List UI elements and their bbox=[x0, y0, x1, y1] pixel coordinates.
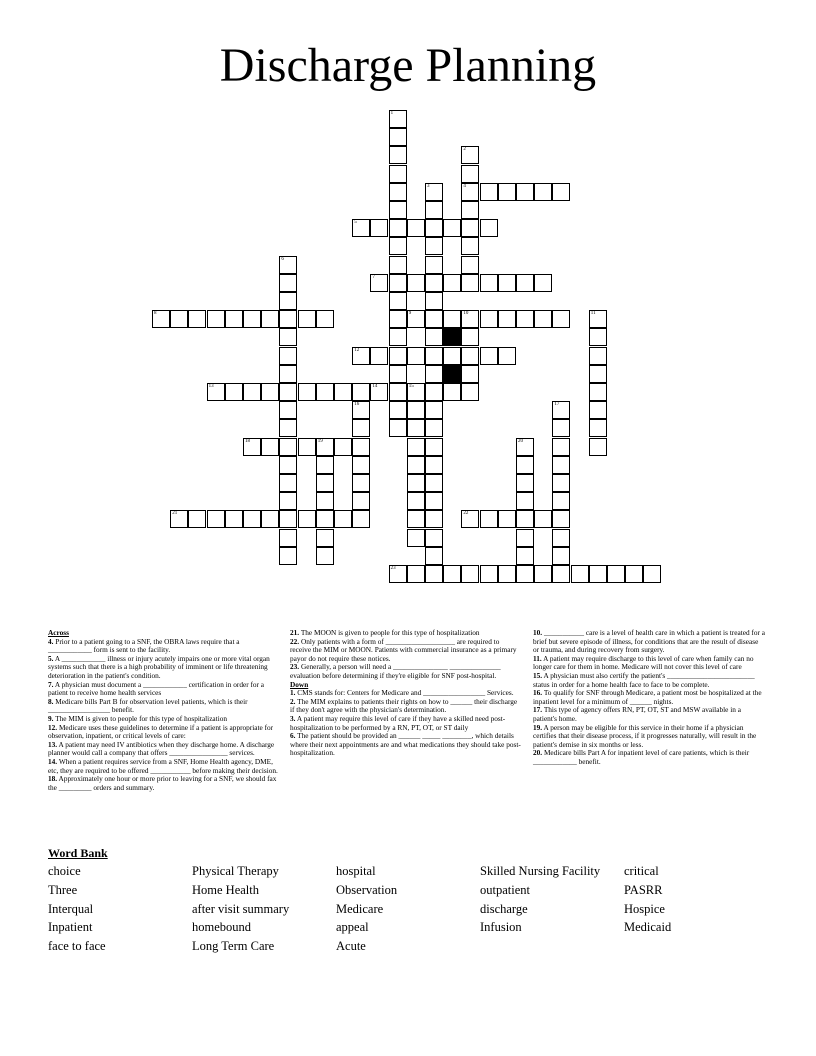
grid-cell[interactable] bbox=[552, 419, 570, 437]
grid-cell[interactable] bbox=[279, 419, 297, 437]
grid-cell[interactable] bbox=[443, 383, 461, 401]
clue: 2. The MIM explains to patients their rights on how to ______ their discharge if they don't agree with the physician's determination. bbox=[290, 696, 518, 715]
word-bank-item: Three bbox=[48, 882, 78, 897]
clue-number: 2 bbox=[463, 147, 466, 153]
clue-number: 15 bbox=[408, 384, 414, 389]
grid-cell[interactable] bbox=[370, 274, 388, 292]
grid-cell[interactable] bbox=[389, 365, 407, 383]
grid-cell[interactable] bbox=[425, 492, 443, 510]
grid-cell[interactable] bbox=[389, 128, 407, 146]
down-heading: Down bbox=[290, 679, 309, 689]
clue-number: 10 bbox=[463, 311, 469, 317]
grid-cell[interactable] bbox=[352, 219, 370, 237]
clue-number: 4 bbox=[463, 183, 466, 189]
grid-cell[interactable] bbox=[534, 183, 552, 201]
grid-cell[interactable] bbox=[643, 565, 661, 583]
grid-cell[interactable] bbox=[207, 510, 225, 528]
grid-cell[interactable] bbox=[552, 510, 570, 528]
grid-cell[interactable] bbox=[389, 310, 407, 328]
grid-cell[interactable] bbox=[279, 365, 297, 383]
grid-cell[interactable] bbox=[480, 347, 498, 365]
grid-cell[interactable] bbox=[170, 310, 188, 328]
grid-cell[interactable] bbox=[480, 274, 498, 292]
grid-cell[interactable] bbox=[516, 310, 534, 328]
grid-cell[interactable] bbox=[516, 438, 534, 456]
grid-cell[interactable] bbox=[407, 510, 425, 528]
grid-cell[interactable] bbox=[370, 347, 388, 365]
grid-cell[interactable] bbox=[298, 310, 316, 328]
grid-cell[interactable] bbox=[279, 456, 297, 474]
grid-cell[interactable] bbox=[552, 438, 570, 456]
grid-cell[interactable] bbox=[279, 529, 297, 547]
grid-cell[interactable] bbox=[389, 401, 407, 419]
clue: 12. Medicare uses these guidelines to determine if a patient is appropriate for observation, inpatient, or critical levels of care: bbox=[48, 722, 274, 741]
grid-cell[interactable] bbox=[425, 237, 443, 255]
grid-cell[interactable] bbox=[279, 438, 297, 456]
grid-cell[interactable] bbox=[425, 456, 443, 474]
grid-cell[interactable] bbox=[243, 310, 261, 328]
grid-cell[interactable] bbox=[389, 219, 407, 237]
grid-cell[interactable] bbox=[443, 347, 461, 365]
grid-cell[interactable] bbox=[425, 547, 443, 565]
clue-number: 18 bbox=[245, 438, 250, 444]
grid-cell[interactable] bbox=[425, 565, 443, 583]
grid-cell[interactable] bbox=[461, 274, 479, 292]
grid-cell[interactable] bbox=[425, 438, 443, 456]
clue-number: 17 bbox=[554, 402, 560, 408]
grid-cell[interactable] bbox=[425, 419, 443, 437]
grid-cell[interactable] bbox=[389, 383, 407, 401]
clue: 7. A physician must document a ____________ certification in order for a patient to receive home health services bbox=[48, 679, 265, 698]
grid-cell[interactable] bbox=[352, 419, 370, 437]
clue: 8. Medicare bills Part B for observation level patients, which is their _________________ benefit. bbox=[48, 696, 248, 715]
clue-number: 9 bbox=[408, 311, 412, 317]
grid-cell[interactable] bbox=[152, 310, 170, 328]
grid-cell[interactable] bbox=[589, 565, 607, 583]
black-cell bbox=[443, 365, 461, 383]
grid-cell[interactable] bbox=[461, 365, 479, 383]
grid-cell[interactable] bbox=[480, 310, 498, 328]
grid-cell[interactable] bbox=[461, 237, 479, 255]
grid-cell[interactable] bbox=[316, 310, 334, 328]
grid-cell[interactable] bbox=[316, 383, 334, 401]
grid-cell[interactable] bbox=[425, 201, 443, 219]
down-clues-b bbox=[533, 629, 765, 767]
grid-cell[interactable] bbox=[571, 565, 589, 583]
grid-cell[interactable] bbox=[534, 274, 552, 292]
down-clues-a bbox=[290, 689, 522, 758]
grid-cell[interactable] bbox=[298, 510, 316, 528]
word-bank-item: PASRR bbox=[624, 882, 663, 897]
grid-cell[interactable] bbox=[589, 365, 607, 383]
clue-number: 7 bbox=[372, 274, 375, 280]
grid-cell[interactable] bbox=[552, 310, 570, 328]
clue: 5. A ____________ illness or injury acutely impairs one or more vital organ systems such that there is a high probability of imminent or life threatening deterioration in the patient's condition. bbox=[48, 653, 270, 680]
clue: 4. Prior to a patient going to a SNF, the OBRA laws require that a ____________ form is sent to the facility. bbox=[48, 636, 240, 655]
grid-cell[interactable] bbox=[480, 510, 498, 528]
word-bank-item: face to face bbox=[48, 939, 106, 954]
grid-cell[interactable] bbox=[243, 383, 261, 401]
grid-cell[interactable] bbox=[589, 419, 607, 437]
clue-number: 5 bbox=[354, 220, 357, 226]
grid-cell[interactable] bbox=[461, 201, 479, 219]
clue-number: 14 bbox=[372, 384, 378, 389]
word-bank-item: outpatient bbox=[480, 882, 530, 897]
grid-cell[interactable] bbox=[480, 183, 498, 201]
grid-cell[interactable] bbox=[334, 383, 352, 401]
word-bank-item: Observation bbox=[336, 882, 398, 897]
word-bank-item: Interqual bbox=[48, 901, 94, 916]
word-bank-item: Skilled Nursing Facility bbox=[480, 864, 601, 878]
grid-cell[interactable] bbox=[279, 492, 297, 510]
grid-cell[interactable] bbox=[407, 565, 425, 583]
grid-cell[interactable] bbox=[279, 310, 297, 328]
grid-cell[interactable] bbox=[243, 510, 261, 528]
grid-cell[interactable] bbox=[498, 565, 516, 583]
grid-cell[interactable] bbox=[207, 310, 225, 328]
grid-cell[interactable] bbox=[425, 183, 443, 201]
grid-cell[interactable] bbox=[279, 474, 297, 492]
grid-cell[interactable] bbox=[498, 510, 516, 528]
grid-cell[interactable] bbox=[279, 401, 297, 419]
grid-cell[interactable] bbox=[279, 510, 297, 528]
grid-cell[interactable] bbox=[407, 347, 425, 365]
grid-cell[interactable] bbox=[352, 401, 370, 419]
clue: 23. Generally, a person will need a _______________ ______________ evaluation before determining if they're eligible for SNF post-hospital. bbox=[290, 662, 501, 680]
grid-cell[interactable] bbox=[461, 219, 479, 237]
grid-cell[interactable] bbox=[389, 256, 407, 274]
clue: 10. ___________ care is a level of health care in which a patient is treated for a brief but severe episode of illness, for conditions that are the result of disease or trauma, and during recovery from surgery. bbox=[533, 628, 765, 655]
grid-cell[interactable] bbox=[461, 328, 479, 346]
grid-cell[interactable] bbox=[207, 383, 225, 401]
grid-cell[interactable] bbox=[407, 419, 425, 437]
clues-column-3 bbox=[533, 629, 765, 767]
grid-cell[interactable] bbox=[389, 110, 407, 128]
grid-cell[interactable] bbox=[552, 401, 570, 419]
grid-cell[interactable] bbox=[389, 183, 407, 201]
grid-cell[interactable] bbox=[589, 383, 607, 401]
grid-cell[interactable] bbox=[279, 328, 297, 346]
grid-cell[interactable] bbox=[334, 510, 352, 528]
grid-cell[interactable] bbox=[389, 419, 407, 437]
grid-cell[interactable] bbox=[461, 510, 479, 528]
grid-cell[interactable] bbox=[589, 310, 607, 328]
grid-cell[interactable] bbox=[370, 383, 388, 401]
grid-cell[interactable] bbox=[316, 547, 334, 565]
clue: 9. The MIM is given to people for this type of hospitalization bbox=[48, 713, 228, 723]
grid-cell[interactable] bbox=[425, 256, 443, 274]
grid-cell[interactable] bbox=[443, 565, 461, 583]
clue-number: 13 bbox=[208, 384, 214, 389]
clue: 1. CMS stands for: Centers for Medicare and _________________ Services. bbox=[290, 688, 514, 698]
grid-cell[interactable] bbox=[461, 310, 479, 328]
grid-cell[interactable] bbox=[552, 456, 570, 474]
grid-cell[interactable] bbox=[625, 565, 643, 583]
clue-number: 22 bbox=[463, 511, 469, 517]
word-bank-item: discharge bbox=[480, 901, 528, 916]
grid-cell[interactable] bbox=[552, 492, 570, 510]
grid-cell[interactable] bbox=[516, 492, 534, 510]
grid-cell[interactable] bbox=[589, 401, 607, 419]
grid-cell[interactable] bbox=[316, 438, 334, 456]
grid-cell[interactable] bbox=[188, 310, 206, 328]
grid-cell[interactable] bbox=[425, 365, 443, 383]
grid-cell[interactable] bbox=[516, 547, 534, 565]
grid-cell[interactable] bbox=[516, 474, 534, 492]
clue: 14. When a patient requires service from a SNF, Home Health agency, DME, etc, they are required to be offered ___________ before making their decision. bbox=[48, 756, 278, 775]
grid-cell[interactable] bbox=[407, 438, 425, 456]
clue-number: 12 bbox=[354, 347, 360, 353]
grid-cell[interactable] bbox=[589, 347, 607, 365]
grid-cell[interactable] bbox=[316, 474, 334, 492]
grid-cell[interactable] bbox=[261, 383, 279, 401]
clue: 18. Approximately one hour or more prior to leaving for a SNF, we should fax the _________ orders and summary. bbox=[48, 774, 277, 792]
grid-cell[interactable] bbox=[407, 219, 425, 237]
grid-cell[interactable] bbox=[425, 274, 443, 292]
word-bank-item: critical bbox=[624, 864, 659, 878]
grid-cell[interactable] bbox=[607, 565, 625, 583]
grid-cell[interactable] bbox=[279, 547, 297, 565]
word-bank-item: Infusion bbox=[480, 920, 522, 935]
clue-number: 3 bbox=[427, 183, 430, 189]
clue-number: 19 bbox=[317, 438, 323, 444]
grid-cell[interactable] bbox=[461, 165, 479, 183]
grid-cell[interactable] bbox=[425, 510, 443, 528]
grid-cell[interactable] bbox=[352, 438, 370, 456]
grid-cell[interactable] bbox=[552, 547, 570, 565]
grid-cell[interactable] bbox=[425, 310, 443, 328]
grid-cell[interactable] bbox=[425, 383, 443, 401]
grid-cell[interactable] bbox=[425, 529, 443, 547]
clue-number: 23 bbox=[390, 566, 396, 571]
grid-cell[interactable] bbox=[316, 529, 334, 547]
word-bank-item: choice bbox=[48, 864, 81, 878]
grid-cell[interactable] bbox=[279, 383, 297, 401]
clues-column-2 bbox=[290, 629, 522, 758]
across-clues-a bbox=[48, 638, 280, 793]
grid-cell[interactable] bbox=[552, 474, 570, 492]
clue-number: 16 bbox=[354, 402, 360, 408]
grid-cell[interactable] bbox=[407, 529, 425, 547]
word-bank-item: Hospice bbox=[624, 901, 665, 916]
grid-cell[interactable] bbox=[334, 438, 352, 456]
black-cell bbox=[443, 328, 461, 346]
grid-cell[interactable] bbox=[261, 310, 279, 328]
word-bank-item: homebound bbox=[192, 920, 252, 935]
grid-cell[interactable] bbox=[589, 438, 607, 456]
word-bank-item: Long Term Care bbox=[192, 939, 275, 954]
word-bank-item: appeal bbox=[336, 920, 369, 935]
grid-cell[interactable] bbox=[461, 383, 479, 401]
clues-column-1 bbox=[48, 629, 280, 792]
grid-cell[interactable] bbox=[498, 310, 516, 328]
grid-cell[interactable] bbox=[279, 292, 297, 310]
clue: 19. A person may be eligible for this service in their home if a physician certifies that their disease process, if it progresses naturally, will result in the patient's demise in six months or less. bbox=[533, 722, 757, 749]
grid-cell[interactable] bbox=[552, 529, 570, 547]
grid-cell[interactable] bbox=[261, 438, 279, 456]
grid-cell[interactable] bbox=[298, 438, 316, 456]
page-title: Discharge Planning bbox=[219, 39, 597, 92]
grid-cell[interactable] bbox=[243, 438, 261, 456]
grid-cell[interactable] bbox=[425, 347, 443, 365]
clue: 17. This type of agency offers RN, PT, OT, ST and MSW available in a patient's home. bbox=[533, 705, 741, 723]
across-heading: Across bbox=[48, 628, 69, 637]
grid-cell[interactable] bbox=[225, 310, 243, 328]
word-bank-item: Acute bbox=[336, 939, 366, 954]
clue: 3. A patient may require this level of care if they have a skilled need post-hospitalization to be performed by a RN, PT, OT, or ST daily bbox=[290, 713, 506, 732]
grid-cell[interactable] bbox=[443, 219, 461, 237]
grid-cell[interactable] bbox=[407, 456, 425, 474]
grid-cell[interactable] bbox=[407, 492, 425, 510]
grid-cell[interactable] bbox=[407, 274, 425, 292]
clue-number: 6 bbox=[281, 256, 284, 262]
grid-cell[interactable] bbox=[461, 256, 479, 274]
grid-cell[interactable] bbox=[170, 510, 188, 528]
grid-cell[interactable] bbox=[225, 510, 243, 528]
grid-cell[interactable] bbox=[425, 401, 443, 419]
grid-cell[interactable] bbox=[425, 328, 443, 346]
grid-cell[interactable] bbox=[407, 474, 425, 492]
clue-number: 8 bbox=[154, 311, 157, 317]
grid-cell[interactable] bbox=[480, 219, 498, 237]
clue: 11. A patient may require discharge to this level of care when family can no longer care for them in home. Medicare will not cover this level of care bbox=[533, 653, 754, 672]
clue-number: 20 bbox=[518, 438, 523, 444]
grid-cell[interactable] bbox=[461, 183, 479, 201]
clue: 21. The MOON is given to people for this type of hospitalization bbox=[290, 628, 480, 637]
grid-cell[interactable] bbox=[389, 347, 407, 365]
grid-cell[interactable] bbox=[498, 183, 516, 201]
grid-cell[interactable] bbox=[389, 165, 407, 183]
grid-cell[interactable] bbox=[407, 383, 425, 401]
clue: 20. Medicare bills Part A for inpatient level of care patients, which is their ____________ benefit. bbox=[533, 748, 750, 766]
word-bank-item: Medicare bbox=[336, 901, 384, 916]
grid-cell[interactable] bbox=[498, 274, 516, 292]
grid-cell[interactable] bbox=[407, 401, 425, 419]
grid-cell[interactable] bbox=[443, 310, 461, 328]
grid-cell[interactable] bbox=[261, 510, 279, 528]
across-clues-b bbox=[290, 629, 522, 681]
word-bank-item: Home Health bbox=[192, 882, 259, 897]
grid-cell[interactable] bbox=[552, 565, 570, 583]
grid-cell[interactable] bbox=[389, 201, 407, 219]
grid-cell[interactable] bbox=[389, 565, 407, 583]
clue-number: 11 bbox=[590, 311, 596, 317]
grid-cell[interactable] bbox=[352, 510, 370, 528]
clue-number: 1 bbox=[390, 111, 394, 116]
grid-cell[interactable] bbox=[370, 219, 388, 237]
grid-cell[interactable] bbox=[352, 383, 370, 401]
grid-cell[interactable] bbox=[425, 292, 443, 310]
grid-cell[interactable] bbox=[389, 274, 407, 292]
grid-cell[interactable] bbox=[425, 474, 443, 492]
grid-cell[interactable] bbox=[279, 256, 297, 274]
grid-cell[interactable] bbox=[552, 183, 570, 201]
grid-cell[interactable] bbox=[461, 347, 479, 365]
grid-cell[interactable] bbox=[316, 492, 334, 510]
grid-cell[interactable] bbox=[516, 565, 534, 583]
grid-cell[interactable] bbox=[516, 456, 534, 474]
grid-cell[interactable] bbox=[589, 328, 607, 346]
clue: 13. A patient may need IV antibiotics when they discharge home. A discharge planner would call a company that offers ________________ services. bbox=[48, 739, 275, 758]
grid-cell[interactable] bbox=[188, 510, 206, 528]
word-bank-title: Word Bank bbox=[48, 846, 108, 860]
grid-cell[interactable] bbox=[534, 310, 552, 328]
grid-cell[interactable] bbox=[298, 383, 316, 401]
grid-cell[interactable] bbox=[225, 383, 243, 401]
clue: 16. To qualify for SNF through Medicare, a patient most be hospitalized at the inpatient level for a minimum of ______ nights. bbox=[533, 688, 762, 706]
grid-cell[interactable] bbox=[279, 347, 297, 365]
grid-cell[interactable] bbox=[352, 456, 370, 474]
grid-cell[interactable] bbox=[534, 565, 552, 583]
clue-number: 21 bbox=[172, 511, 178, 517]
grid-cell[interactable] bbox=[279, 274, 297, 292]
clue: 6. The patient should be provided an ______ _____ ________, which details where their next appointments are and what medications they should take post-hospitalization. bbox=[290, 731, 521, 758]
grid-cell[interactable] bbox=[389, 328, 407, 346]
grid-cell[interactable] bbox=[498, 347, 516, 365]
grid-cell[interactable] bbox=[443, 274, 461, 292]
grid-cell[interactable] bbox=[461, 146, 479, 164]
grid-cell[interactable] bbox=[316, 510, 334, 528]
grid-cell[interactable] bbox=[352, 492, 370, 510]
grid-cell[interactable] bbox=[407, 310, 425, 328]
clue: 22. Only patients with a form of ___________________ are required to receive the MIM or MOON. Patients with commercial insurance as a primary payor do not require these notices. bbox=[290, 636, 517, 663]
grid-cell[interactable] bbox=[480, 565, 498, 583]
grid-cell[interactable] bbox=[516, 510, 534, 528]
grid-cell[interactable] bbox=[352, 474, 370, 492]
grid-cell[interactable] bbox=[389, 237, 407, 255]
grid-cell[interactable] bbox=[352, 347, 370, 365]
grid-cell[interactable] bbox=[516, 183, 534, 201]
word-bank-item: Medicaid bbox=[624, 920, 672, 935]
grid-cell[interactable] bbox=[516, 529, 534, 547]
grid-cell[interactable] bbox=[425, 219, 443, 237]
word-bank-item: after visit summary bbox=[192, 901, 290, 916]
grid-cell[interactable] bbox=[461, 565, 479, 583]
word-bank-item: hospital bbox=[336, 864, 376, 878]
word-bank-item: Physical Therapy bbox=[192, 864, 279, 878]
grid-cell[interactable] bbox=[516, 274, 534, 292]
grid-cell[interactable] bbox=[389, 146, 407, 164]
grid-cell[interactable] bbox=[534, 510, 552, 528]
grid-cell[interactable] bbox=[316, 456, 334, 474]
grid-cell[interactable] bbox=[389, 292, 407, 310]
clue: 15. A physician must also certify the patient's ________________________ status in order for a home health face to face to be complete. bbox=[533, 670, 755, 689]
word-bank-item: Inpatient bbox=[48, 920, 93, 935]
